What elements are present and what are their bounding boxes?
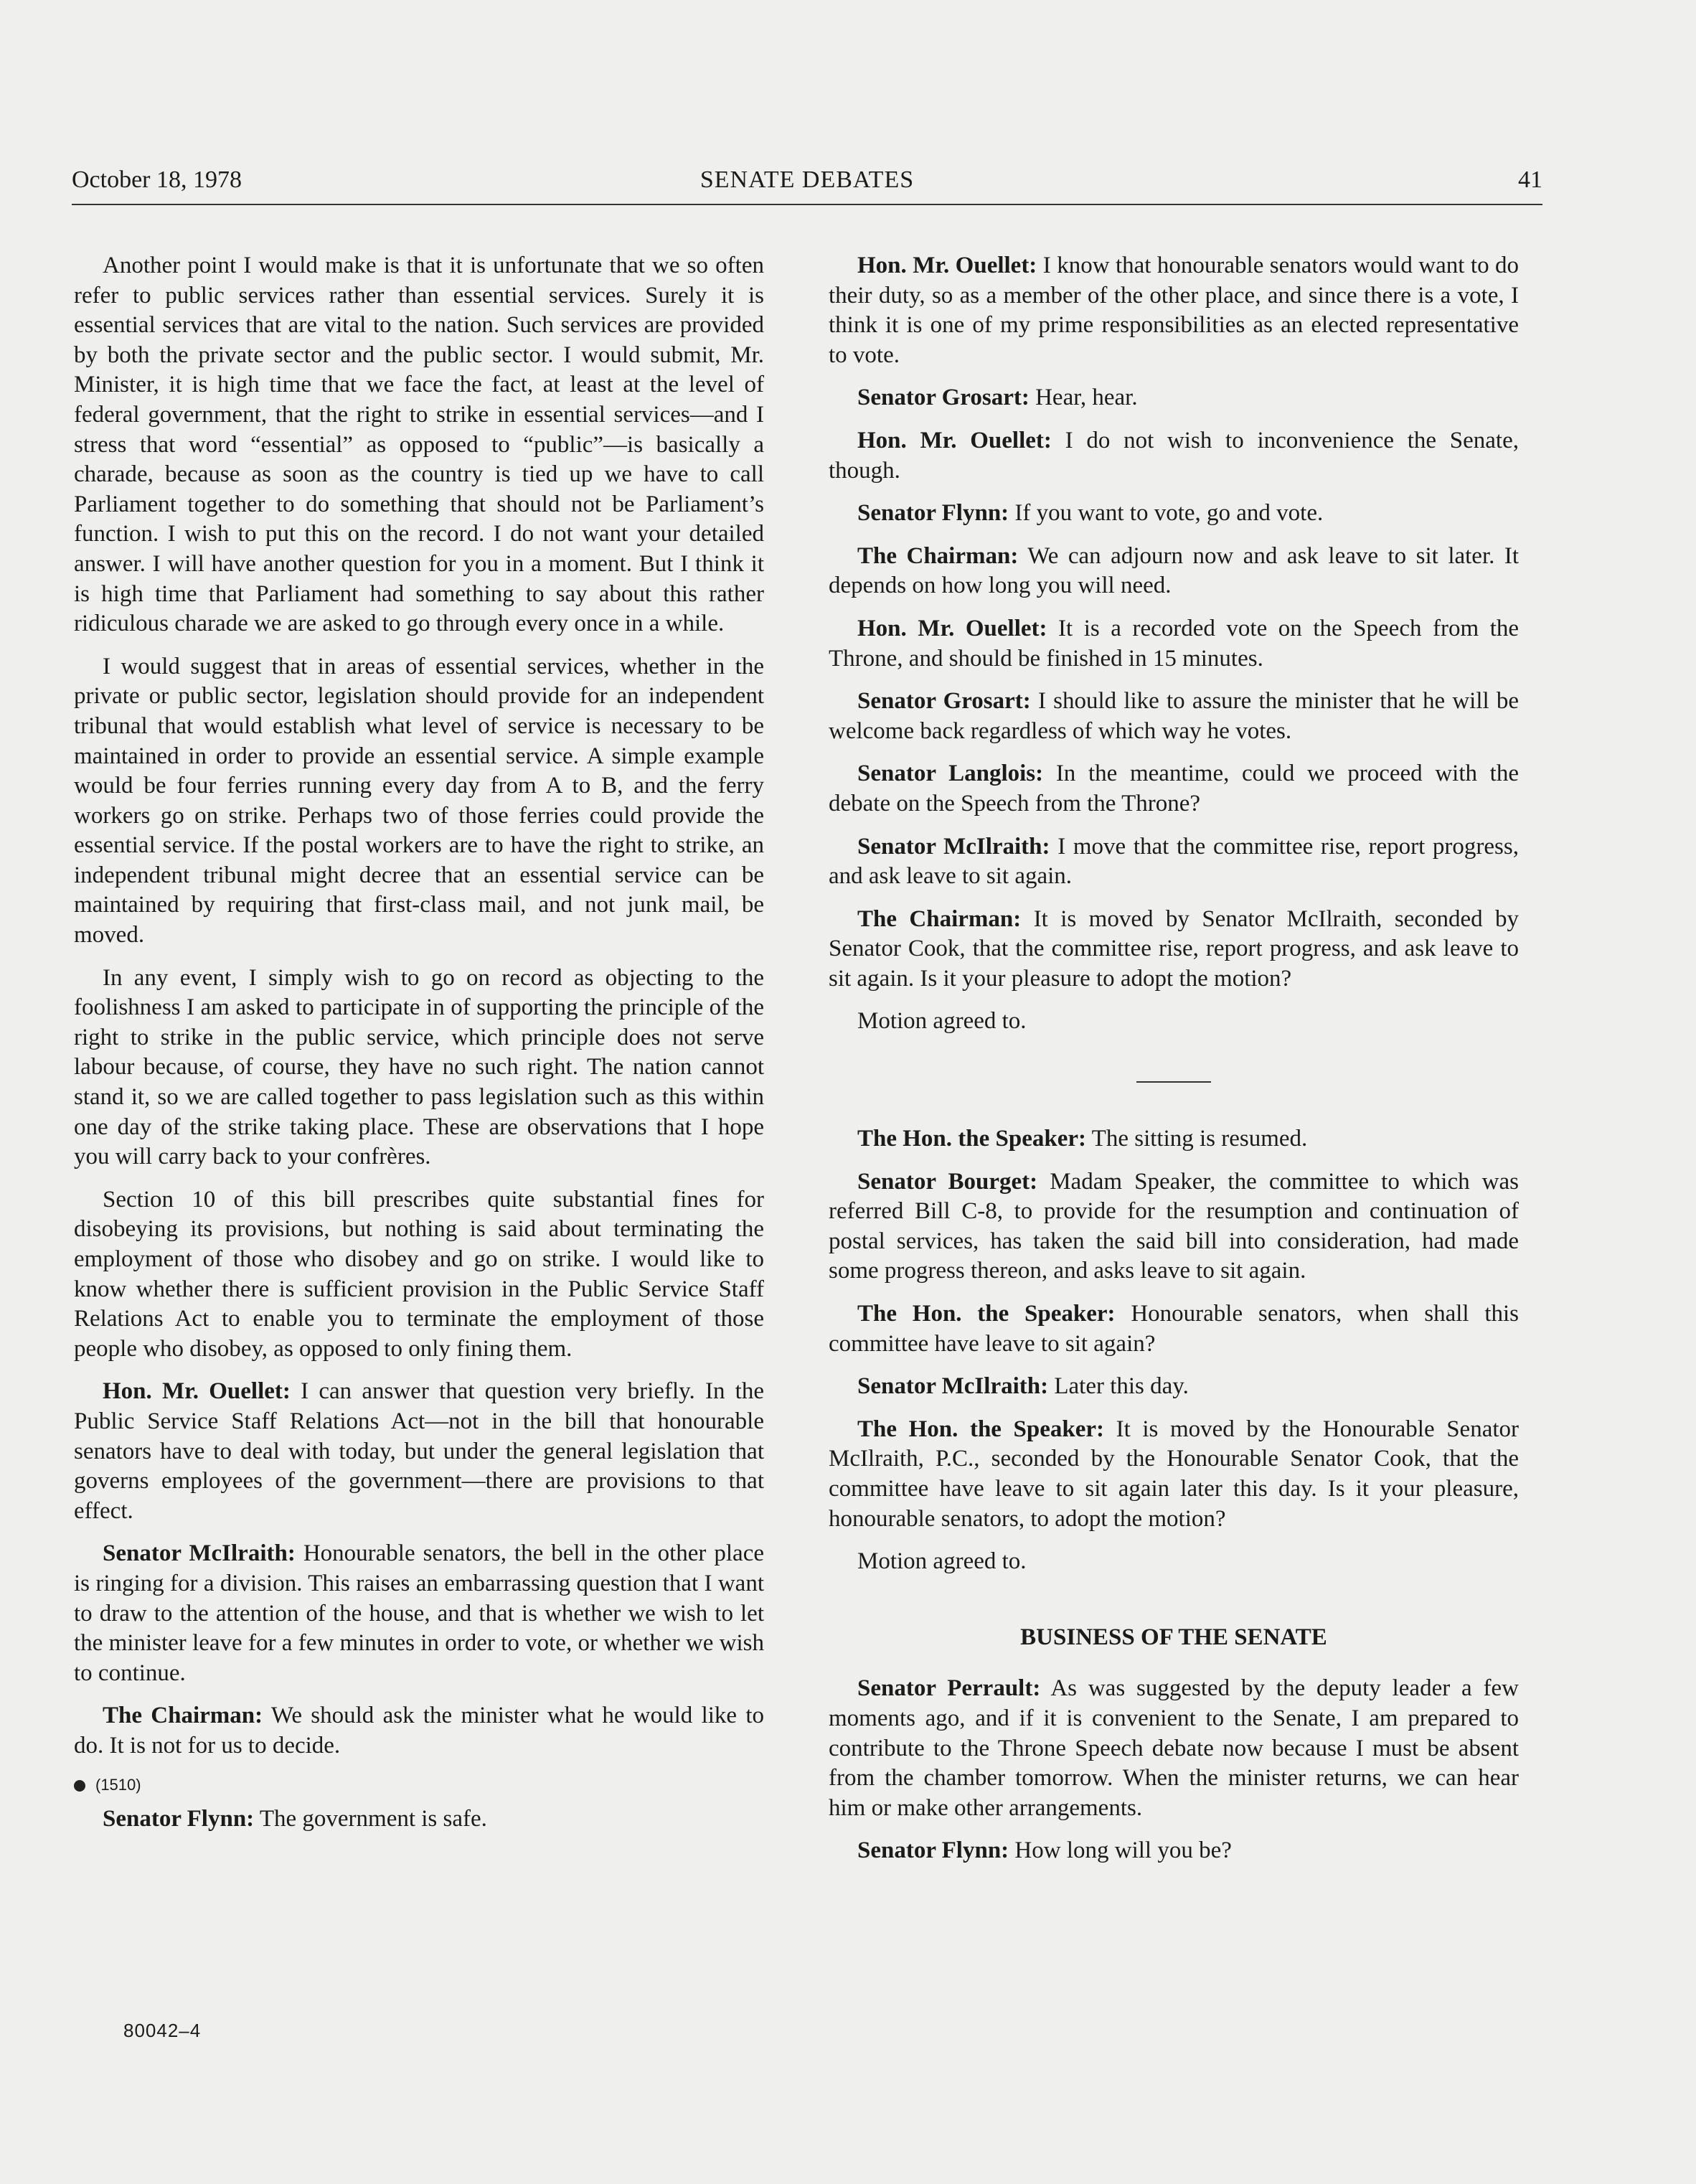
speaker-name: Senator Flynn:: [103, 1805, 255, 1832]
header-title: SENATE DEBATES: [699, 166, 915, 193]
speaker-name: Senator Perrault:: [857, 1675, 1041, 1702]
speech: [829, 1836, 1519, 1866]
header-page-number: 41: [1518, 166, 1542, 193]
speech: [829, 426, 1519, 486]
speaker-name: Senator Grosart:: [857, 385, 1030, 411]
paragraph-text: Section 10 of this bill prescribes quite substantial fines for disobeying its provisions, but nothing is said about terminating the employment of those who disobey and go on strike. I would like to know whether there is sufficient provision in the Public Service Staff Relations Act to enable you to terminate the employment of those people who disobey, as opposed to only fining them.: [74, 1186, 764, 1362]
speech-text: I move that the committee rise, report progress, and ask leave to sit again.: [829, 833, 1519, 890]
speaker-name: The Hon. the Speaker:: [857, 1126, 1087, 1152]
speech-text: The government is safe.: [259, 1805, 487, 1832]
speech: [829, 905, 1519, 994]
speaker-name: Senator McIlraith:: [103, 1540, 296, 1567]
speech: [829, 614, 1519, 674]
speech: [829, 1299, 1519, 1359]
speaker-name: The Hon. the Speaker:: [857, 1416, 1105, 1442]
speaker-name: The Chairman:: [857, 542, 1019, 569]
speech: [829, 251, 1519, 370]
speech: [829, 542, 1519, 601]
speaker-name: Hon. Mr. Ouellet:: [857, 253, 1037, 278]
time-marker: [74, 1774, 764, 1796]
paragraph: [74, 251, 764, 639]
speech-text: Hear, hear.: [1035, 385, 1138, 411]
speech: [829, 383, 1519, 413]
speech: [829, 1167, 1519, 1286]
speech-text: I do not wish to inconvenience the Senate, though.: [829, 427, 1520, 484]
left-column: [74, 251, 764, 1847]
right-column: [829, 251, 1519, 1879]
section-heading: BUSINESS OF THE SENATE: [1020, 1624, 1327, 1650]
speech-text: As was suggested by the deputy leader a few moments ago, and if it is convenient to the Senate, I am prepared to contribute to the Throne Speech debate now because I must be absent from the chamber tomorrow. When the minister returns, we can hear him or make other arrangements.: [829, 1675, 1519, 1821]
speaker-name: Hon. Mr. Ouellet:: [857, 427, 1052, 453]
speech-text: We should ask the minister what he would like to do. It is not for us to decide.: [74, 1703, 765, 1759]
speaker-name: Senator McIlraith:: [857, 833, 1050, 860]
section-divider: [1136, 1081, 1211, 1083]
speech-text: Honourable senators, the bell in the other place is ringing for a division. This raises an embarrassing question that I want to draw to the attention of the house, and that is whether we wish to let the minister leave for a few minutes in order to vote, or whether we wish to continue.: [74, 1540, 764, 1686]
speech-text: We can adjourn now and ask leave to sit later. It depends on how long you will need.: [829, 542, 1520, 599]
speech-text: I can answer that question very briefly. In the Public Service Staff Relations Act—not in the bill that honourable senators have to deal with today, but under the general legislation that governs employees of the government—there are provisions to that effect.: [74, 1378, 764, 1524]
speaker-name: Hon. Mr. Ouellet:: [103, 1378, 291, 1405]
speaker-name: Senator McIlraith:: [857, 1373, 1049, 1400]
paragraph-text: Another point I would make is that it is unfortunate that we so often refer to public services rather than essential services. Surely it is essential services that are vital to the nation. Such services are provided by both the private sector and the public sector. I would submit, Mr. Minister, it is high time that we face the fact, at least at the level of federal government, that the right to strike in essential services—and I stress that word “essential” as opposed to “public”—is basically a charade, because as soon as the country is tied up we have to call Parliament together to do something that should not be Parliament’s function. I wish to put this on the record. I do not want your detailed answer. I will have another question for you in a moment. But I think it is high time that Parliament had something to say about this rather ridiculous charade we are asked to go through every once in a while.: [74, 253, 764, 637]
time-marker-text: (1510): [95, 1775, 141, 1794]
speech-text: If you want to vote, go and vote.: [1014, 500, 1324, 527]
speaker-name: Senator Grosart:: [857, 688, 1031, 715]
speaker-name: Senator Flynn:: [857, 1837, 1009, 1864]
motion-result: Motion agreed to.: [857, 1008, 1027, 1035]
speech-text: It is moved by the Honourable Senator McIlraith, P.C., seconded by the Honourable Senator Cook, that the committee have leave to sit again later this day. Is it your pleasure, honourable senators, to adopt the motion?: [829, 1416, 1520, 1532]
speech: [829, 759, 1519, 819]
speech: [74, 1701, 764, 1761]
speech-text: Madam Speaker, the committee to which was referred Bill C-8, to provide for the resumption and continuation of postal services, has taken the said bill into consideration, had made some progress thereon, and asks leave to sit again.: [829, 1168, 1519, 1284]
speech-text: It is a recorded vote on the Speech from the Throne, and should be finished in 15 minutes.: [829, 615, 1520, 672]
speech: [829, 1372, 1519, 1402]
speech: [829, 499, 1519, 529]
speech: [74, 1804, 764, 1835]
paragraph-text: In any event, I simply wish to go on record as objecting to the foolishness I am asked to participate in of supporting the principle of the right to strike in the public service, which principle does not serve labour because, of course, they have no such right. The nation cannot stand it, so we are called together to pass legislation such as this within one day of the strike taking place. These are observations that I hope you will carry back to your confrères.: [74, 964, 764, 1170]
speech-text: How long will you be?: [1014, 1837, 1232, 1864]
speech: [829, 1124, 1519, 1154]
speech-text: It is moved by Senator McIlraith, seconded by Senator Cook, that the committee rise, report progress, and ask leave to sit again. Is it your pleasure to adopt the motion?: [829, 905, 1520, 992]
bullet-icon: [74, 1780, 85, 1792]
speech-text: In the meantime, could we proceed with the debate on the Speech from the Throne?: [829, 761, 1519, 816]
header-date: October 18, 1978: [72, 166, 242, 193]
speaker-name: Hon. Mr. Ouellet:: [857, 615, 1047, 641]
paragraph: [74, 964, 764, 1172]
motion-result: Motion agreed to.: [857, 1548, 1027, 1575]
speaker-name: The Hon. the Speaker:: [857, 1301, 1116, 1327]
speaker-name: Senator Langlois:: [857, 761, 1044, 787]
speech: [829, 832, 1519, 892]
page-header: [72, 164, 1542, 205]
speech-text: I know that honourable senators would want to do their duty, so as a member of the other place, and since there is a vote, I think it is one of my prime responsibilities as an elected representative to vote.: [829, 253, 1520, 368]
paragraph-text: I would suggest that in areas of essential services, whether in the private or public sector, legislation should provide for an independent tribunal that would establish what level of service is necessary to be maintained in order to provide an essential service. A simple example would be four ferries running every day from A to B, and the ferry workers go on strike. Perhaps two of those ferries could provide the essential service. If the postal workers are to have the right to strike, an independent tribunal might decree that an essential service can be maintained by requiring that first-class mail, and not junk mail, be moved.: [74, 653, 764, 949]
speech: [829, 687, 1519, 746]
speech: [74, 1377, 764, 1526]
speaker-name: The Chairman:: [857, 905, 1022, 932]
paragraph: [74, 652, 764, 951]
speech-text: The sitting is resumed.: [1091, 1126, 1308, 1152]
speaker-name: The Chairman:: [103, 1703, 263, 1729]
paragraph: [74, 1185, 764, 1365]
speaker-name: Senator Bourget:: [857, 1168, 1038, 1195]
speech-text: Honourable senators, when shall this committee have leave to sit again?: [829, 1301, 1520, 1357]
footer-code: 80042–4: [123, 2020, 202, 2041]
speech: [829, 1415, 1519, 1534]
speaker-name: Senator Flynn:: [857, 500, 1009, 527]
speech-text: Later this day.: [1054, 1373, 1189, 1400]
speech: [829, 1674, 1519, 1823]
speech-text: I should like to assure the minister that he will be welcome back regardless of which way he votes.: [829, 688, 1519, 744]
speech: [74, 1539, 764, 1688]
